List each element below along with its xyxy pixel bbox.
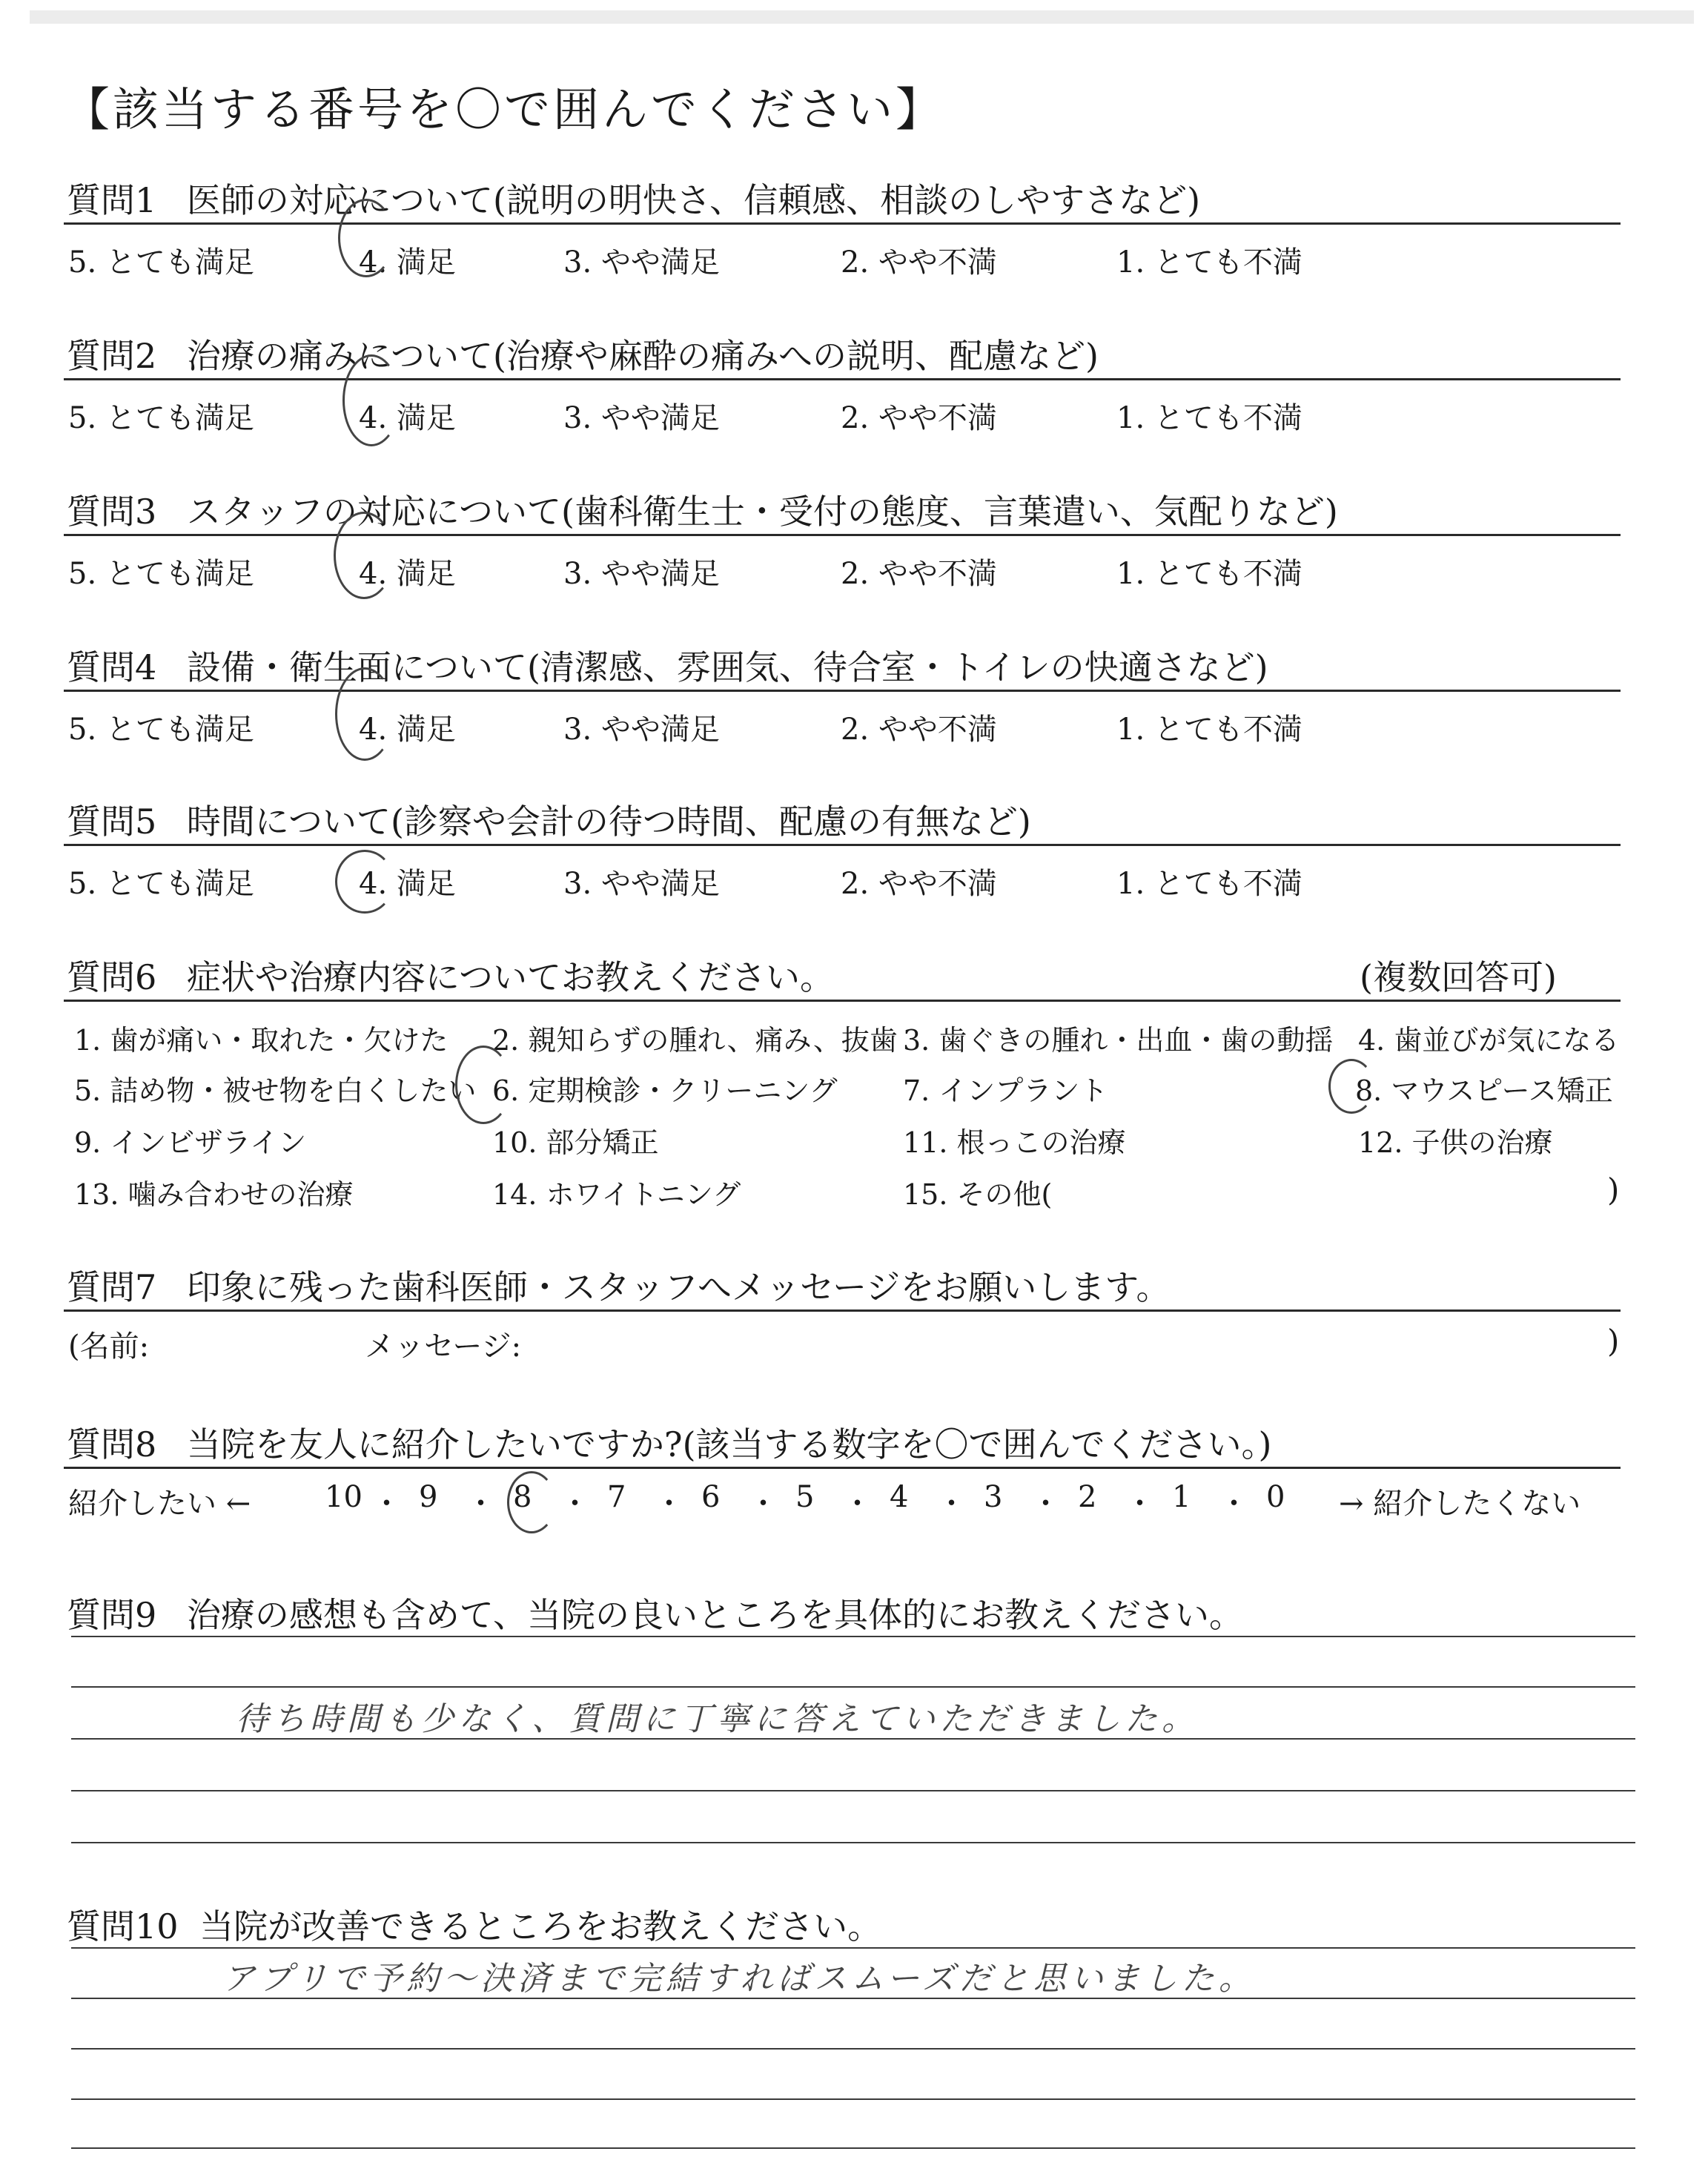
q1-circle-mark bbox=[338, 199, 394, 277]
q2-heading bbox=[67, 329, 1099, 378]
q6-option-10[interactable]: 10. 部分矯正 bbox=[492, 1126, 659, 1159]
q6-heading bbox=[67, 951, 834, 1000]
q4-heading bbox=[67, 641, 1268, 690]
q10-answer-line bbox=[71, 2098, 1635, 2100]
q2-text: 治療の痛みについて(治療や麻酔の痛みへの説明、配慮など) bbox=[186, 336, 1099, 376]
q4-label: 質問4 bbox=[67, 647, 157, 687]
q8-scale-separator: ・ bbox=[1030, 1487, 1061, 1521]
q7-close-paren: ) bbox=[1607, 1323, 1620, 1359]
q5-option-5[interactable]: 5. とても満足 bbox=[68, 867, 254, 901]
q2-option-3[interactable]: 3. やや満足 bbox=[563, 401, 720, 435]
q2-option-5[interactable]: 5. とても満足 bbox=[68, 401, 254, 435]
q3-circle-mark bbox=[334, 512, 394, 599]
q6-option-8[interactable]: 8. マウスピース矯正 bbox=[1355, 1074, 1613, 1107]
q10-text: 当院が改善できるところをお教えください。 bbox=[199, 1906, 882, 1946]
q8-scale-separator: ・ bbox=[560, 1487, 590, 1521]
q9-answer-line bbox=[71, 1686, 1635, 1688]
q6-rule bbox=[64, 1000, 1621, 1002]
q6-option-6[interactable]: 6. 定期検診・クリーニング bbox=[492, 1074, 838, 1107]
q8-scale-value[interactable]: 8 bbox=[513, 1480, 532, 1514]
q1-heading bbox=[67, 174, 1200, 222]
q5-label: 質問5 bbox=[67, 802, 157, 842]
q3-heading bbox=[67, 485, 1338, 534]
q8-circle-mark bbox=[507, 1471, 556, 1533]
q9-handwritten-answer: 待ち時間も少なく、質問に丁寧に答えていただきました。 bbox=[236, 1700, 1199, 1738]
q4-option-1[interactable]: 1. とても不満 bbox=[1116, 713, 1302, 747]
q10-answer-line bbox=[71, 1947, 1635, 1949]
q1-option-2[interactable]: 2. やや不満 bbox=[841, 245, 997, 280]
q3-option-5[interactable]: 5. とても満足 bbox=[68, 557, 254, 591]
q9-answer-line bbox=[71, 1790, 1635, 1791]
q8-scale-value[interactable]: 5 bbox=[795, 1480, 815, 1514]
q10-heading bbox=[67, 1900, 881, 1949]
q1-label: 質問1 bbox=[67, 180, 157, 220]
q1-option-3[interactable]: 3. やや満足 bbox=[563, 245, 720, 280]
q4-option-4[interactable]: 4. 満足 bbox=[359, 713, 456, 747]
q6-option-13[interactable]: 13. 噛み合わせの治療 bbox=[74, 1178, 354, 1211]
q8-scale-value[interactable]: 2 bbox=[1078, 1480, 1097, 1514]
q4-rule bbox=[64, 690, 1621, 692]
q6-option-9[interactable]: 9. インビザライン bbox=[74, 1126, 307, 1159]
q8-heading bbox=[67, 1418, 1271, 1467]
q8-scale-separator: ・ bbox=[936, 1487, 967, 1521]
q4-option-2[interactable]: 2. やや不満 bbox=[841, 713, 997, 747]
q3-option-1[interactable]: 1. とても不満 bbox=[1116, 557, 1302, 591]
q8-left-label: 紹介したい ← bbox=[68, 1487, 251, 1521]
q2-option-2[interactable]: 2. やや不満 bbox=[841, 401, 997, 435]
q6-option-11[interactable]: 11. 根っこの治療 bbox=[903, 1126, 1126, 1159]
q6-label: 質問6 bbox=[67, 957, 157, 997]
q1-option-4[interactable]: 4. 満足 bbox=[359, 245, 456, 280]
q1-text: 医師の対応について(説明の明快さ、信頼感、相談のしやすさなど) bbox=[186, 180, 1201, 220]
q6-option-14[interactable]: 14. ホワイトニング bbox=[492, 1178, 741, 1211]
q4-option-3[interactable]: 3. やや満足 bbox=[563, 713, 720, 747]
q8-scale-value[interactable]: 4 bbox=[890, 1480, 909, 1514]
q3-option-2[interactable]: 2. やや不満 bbox=[841, 557, 997, 591]
q8-scale-separator: ・ bbox=[654, 1487, 684, 1521]
q6-option-15[interactable]: 15. その他( bbox=[903, 1178, 1053, 1211]
q5-rule bbox=[64, 844, 1621, 846]
q6-option-5[interactable]: 5. 詰め物・被せ物を白くしたい bbox=[74, 1074, 477, 1107]
q4-circle-mark bbox=[335, 667, 394, 761]
q8-scale-value[interactable]: 6 bbox=[701, 1480, 721, 1514]
q8-scale-separator: ・ bbox=[1125, 1487, 1155, 1521]
q2-rule bbox=[64, 378, 1621, 380]
q7-message-label: メッセージ: bbox=[365, 1330, 522, 1364]
q9-heading bbox=[67, 1588, 1243, 1637]
q8-scale-value[interactable]: 3 bbox=[984, 1480, 1003, 1514]
q8-scale-value[interactable]: 7 bbox=[607, 1480, 626, 1514]
q7-name-label: (名前: bbox=[68, 1330, 150, 1364]
form-title: 【該当する番号を〇で囲んでください】 bbox=[64, 82, 945, 136]
q9-label: 質問9 bbox=[67, 1595, 157, 1635]
q6-option-3[interactable]: 3. 歯ぐきの腫れ・出血・歯の動揺 bbox=[903, 1024, 1334, 1057]
q4-text: 設備・衛生面について(清潔感、雰囲気、待合室・トイレの快適さなど) bbox=[186, 647, 1268, 687]
q7-label: 質問7 bbox=[67, 1267, 157, 1307]
q1-option-5[interactable]: 5. とても満足 bbox=[68, 245, 254, 280]
q7-heading bbox=[67, 1261, 1171, 1309]
q10-answer-line bbox=[71, 2147, 1635, 2149]
q1-rule bbox=[64, 222, 1621, 225]
q4-option-5[interactable]: 5. とても満足 bbox=[68, 713, 254, 747]
q5-circle-mark bbox=[335, 850, 394, 914]
q3-text: スタッフの対応について(歯科衛生士・受付の態度、言葉遣い、気配りなど) bbox=[186, 492, 1338, 532]
q2-label: 質問2 bbox=[67, 336, 157, 376]
q5-option-3[interactable]: 3. やや満足 bbox=[563, 867, 720, 901]
q5-heading bbox=[67, 795, 1031, 844]
q3-option-4[interactable]: 4. 満足 bbox=[359, 557, 456, 591]
q8-rule bbox=[64, 1467, 1621, 1469]
q8-text: 当院を友人に紹介したいですか?(該当する数字を〇で囲んでください。) bbox=[186, 1424, 1272, 1464]
q6-option-7[interactable]: 7. インプラント bbox=[903, 1074, 1108, 1107]
q7-text: 印象に残った歯科医師・スタッフへメッセージをお願いします。 bbox=[186, 1267, 1171, 1307]
q5-text: 時間について(診察や会計の待つ時間、配慮の有無など) bbox=[186, 802, 1031, 842]
q6-option-12[interactable]: 12. 子供の治療 bbox=[1358, 1126, 1553, 1159]
q6-multiple-answers-note: (複数回答可) bbox=[1360, 957, 1557, 997]
q6-text: 症状や治療内容についてお教えください。 bbox=[186, 957, 834, 997]
q5-option-1[interactable]: 1. とても不満 bbox=[1116, 867, 1302, 901]
q3-rule bbox=[64, 534, 1621, 536]
q8-scale-value[interactable]: 0 bbox=[1266, 1480, 1285, 1514]
q2-option-4[interactable]: 4. 満足 bbox=[359, 401, 456, 435]
q8-scale-value[interactable]: 1 bbox=[1172, 1480, 1191, 1514]
q3-option-3[interactable]: 3. やや満足 bbox=[563, 557, 720, 591]
q5-option-4[interactable]: 4. 満足 bbox=[359, 867, 456, 901]
q6-circle-mark-6 bbox=[455, 1046, 512, 1124]
q8-scale-separator: ・ bbox=[466, 1487, 496, 1521]
q6-option-2[interactable]: 2. 親知らずの腫れ、痛み、抜歯 bbox=[492, 1024, 898, 1057]
q6-option-1[interactable]: 1. 歯が痛い・取れた・欠けた bbox=[74, 1024, 448, 1057]
q9-text: 治療の感想も含めて、当院の良いところを具体的にお教えください。 bbox=[186, 1595, 1243, 1635]
q8-scale-value[interactable]: 10 bbox=[325, 1480, 363, 1514]
q10-label: 質問10 bbox=[67, 1906, 179, 1946]
q8-scale-separator: ・ bbox=[1219, 1487, 1249, 1521]
q8-scale-separator: ・ bbox=[371, 1487, 402, 1521]
q7-rule bbox=[64, 1309, 1621, 1312]
q5-option-2[interactable]: 2. やや不満 bbox=[841, 867, 997, 901]
q8-scale-value[interactable]: 9 bbox=[419, 1480, 438, 1514]
q10-handwritten-answer: アプリで予約〜決済まで完結すればスムーズだと思いました。 bbox=[222, 1960, 1256, 1998]
q8-scale-separator: ・ bbox=[842, 1487, 873, 1521]
q8-scale-separator: ・ bbox=[748, 1487, 778, 1521]
q9-answer-line bbox=[71, 1842, 1635, 1843]
q9-answer-line bbox=[71, 1636, 1635, 1637]
q8-label: 質問8 bbox=[67, 1424, 157, 1464]
q6-circle-mark-8 bbox=[1328, 1059, 1374, 1114]
q3-label: 質問3 bbox=[67, 492, 157, 532]
q2-circle-mark bbox=[342, 354, 400, 446]
q6-other-close-paren: ) bbox=[1607, 1172, 1620, 1208]
q6-option-4[interactable]: 4. 歯並びが気になる bbox=[1358, 1024, 1620, 1057]
q10-answer-line bbox=[71, 2048, 1635, 2050]
q2-option-1[interactable]: 1. とても不満 bbox=[1116, 401, 1302, 435]
q8-right-label: → 紹介したくない bbox=[1339, 1487, 1581, 1521]
q1-option-1[interactable]: 1. とても不満 bbox=[1116, 245, 1302, 280]
scan-top-edge bbox=[30, 10, 1694, 24]
